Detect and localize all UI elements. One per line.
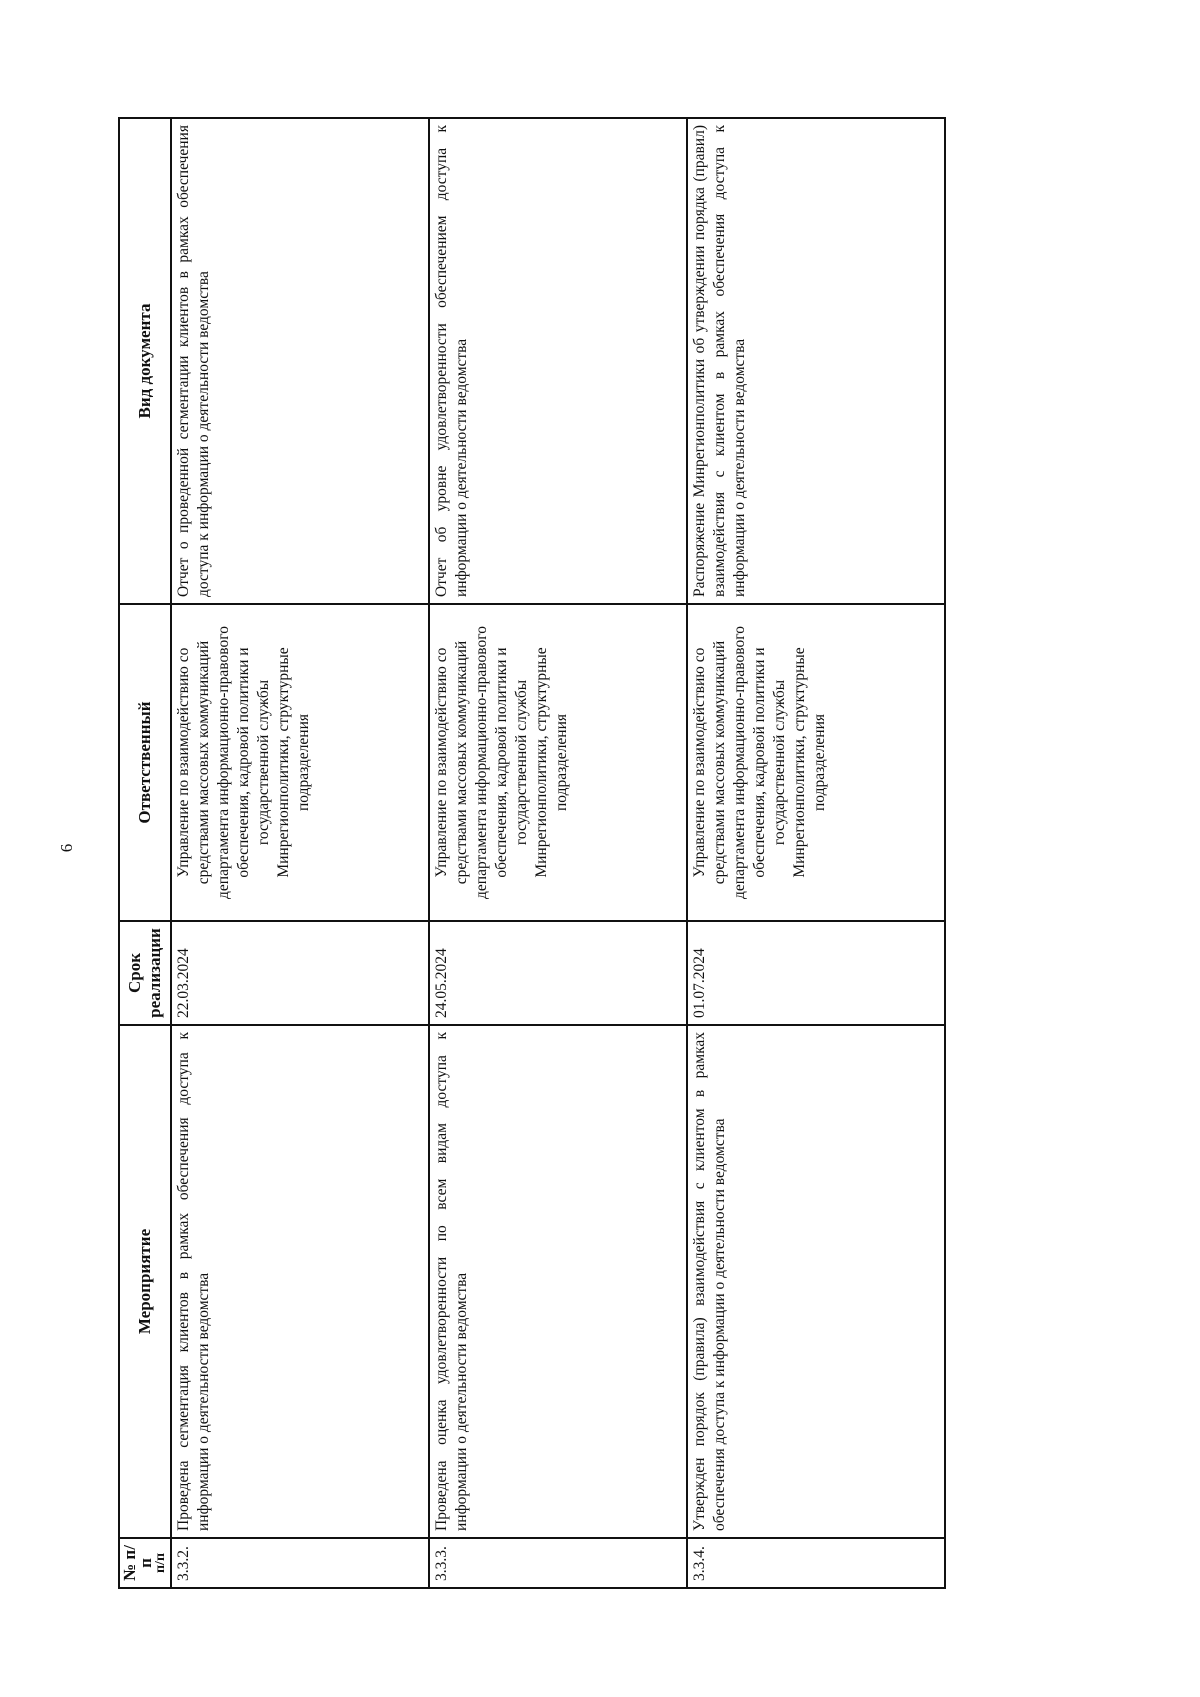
row-document: Отчет об уровне удовлетворенности обеспечением доступа к информации о деятельности ведомства	[429, 118, 687, 604]
row-responsible: Управление по взаимодействию со средствами массовых коммуникаций департамента информационно-правового обеспечения, кадровой политики и государственной службы Минрегионполитики, структурные подразделения	[429, 604, 687, 921]
header-document: Вид документа	[119, 118, 171, 604]
row-deadline: 01.07.2024	[687, 921, 945, 1025]
row-measure: Проведена сегментация клиентов в рамках обеспечения доступа к информации о деятельности ведомства	[171, 1025, 429, 1538]
header-measure: Мероприятие	[119, 1025, 171, 1538]
row-deadline: 24.05.2024	[429, 921, 687, 1025]
header-deadline: Срок реализации	[119, 921, 171, 1025]
table-row	[171, 118, 429, 1588]
table-header-row	[119, 118, 171, 1588]
row-responsible: Управление по взаимодействию со средствами массовых коммуникаций департамента информационно-правового обеспечения, кадровой политики и государственной службы Минрегионполитики, структурные подразделения	[687, 604, 945, 921]
row-num: 3.3.4.	[687, 1538, 945, 1588]
table-row	[687, 118, 945, 1588]
row-measure: Проведена оценка удовлетворенности по всем видам доступа к информации о деятельности ведомства	[429, 1025, 687, 1538]
row-num: 3.3.3.	[429, 1538, 687, 1588]
rotated-table-container	[118, 119, 942, 1589]
header-responsible: Ответственный	[119, 604, 171, 921]
row-measure: Утвержден порядок (правила) взаимодействия с клиентом в рамках обеспечения доступа к информации о деятельности ведомства	[687, 1025, 945, 1538]
measures-table	[118, 117, 946, 1589]
row-document: Распоряжение Минрегионполитики об утверждении порядка (правил) взаимодействия с клиентом в рамках обеспечения доступа к информации о деятельности ведомства	[687, 118, 945, 604]
header-num-label: № п/п	[120, 1545, 155, 1581]
table-row	[429, 118, 687, 1588]
row-responsible: Управление по взаимодействию со средствами массовых коммуникаций департамента информационно-правового обеспечения, кадровой политики и государственной службы Минрегионполитики, структурные подразделения	[171, 604, 429, 921]
row-num: 3.3.2.	[171, 1538, 429, 1588]
header-num-sub: п/п	[153, 1552, 168, 1574]
row-document: Отчет о проведенной сегментации клиентов в рамках обеспечения доступа к информации о деятельности ведомства	[171, 118, 429, 604]
header-num	[119, 1538, 171, 1588]
row-deadline: 22.03.2024	[171, 921, 429, 1025]
page-number: 6	[57, 843, 76, 853]
